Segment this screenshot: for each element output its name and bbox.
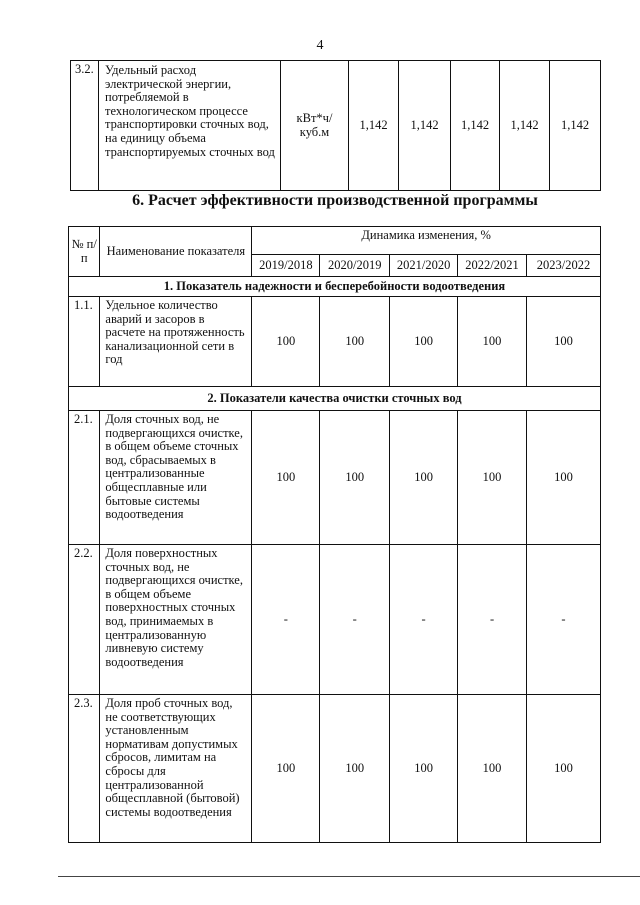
year-header: 2021/2020 [390,255,458,277]
value-cell: 1,142 [399,61,451,191]
value-cell: - [526,545,600,695]
column-header-number: № п/п [69,227,100,277]
row-number: 2.1. [69,411,100,545]
value-cell: 100 [390,695,458,843]
row-number: 3.2. [71,61,99,191]
table-row [69,695,601,843]
year-header: 2019/2018 [252,255,320,277]
value-cell: 1,142 [500,61,550,191]
value-cell: 100 [526,695,600,843]
indicator-name: Удельный расход электрической энергии, потребляемой в технологическом процессе транспортировки сточных вод, на единицу объема транспортируемых сточных вод [99,61,281,191]
value-cell: 1,142 [550,61,601,191]
year-header: 2022/2021 [458,255,527,277]
group-title: 2. Показатели качества очистки сточных вод [69,387,601,411]
value-cell: 1,142 [451,61,500,191]
year-header: 2023/2022 [526,255,600,277]
row-number: 2.3. [69,695,100,843]
value-cell: - [320,545,390,695]
page-number: 4 [316,38,324,53]
indicator-name: Доля сточных вод, не подвергающихся очистке, в общем объеме сточных вод, сбрасываемых в централизованные общесплавные или бытовые системы водоотведения [100,411,252,545]
value-cell: 100 [320,411,390,545]
table-row [69,297,601,387]
value-cell: 100 [252,297,320,387]
indicator-name: Удельное количество аварий и засоров в расчете на протяженность канализационной сети в год [100,297,252,387]
value-cell: 100 [252,411,320,545]
header-row [69,227,601,255]
page-edge-line [58,876,640,877]
previous-table-continuation [70,60,601,191]
group-row [69,387,601,411]
value-cell: 100 [458,297,527,387]
indicator-name: Доля поверхностных сточных вод, не подвергающихся очистке, в общем объеме поверхностных сточных вод, принимаемых в централизованную ливневую систему водоотведения [100,545,252,695]
year-header: 2020/2019 [320,255,390,277]
group-title: 1. Показатель надежности и бесперебойности водоотведения [69,277,601,297]
value-cell: 100 [390,411,458,545]
value-cell: 100 [252,695,320,843]
row-number: 1.1. [69,297,100,387]
column-header-dynamics: Динамика изменения, % [252,227,601,255]
column-header-name: Наименование показателя [100,227,252,277]
group-row [69,277,601,297]
table-row [71,61,601,191]
section-title: 6. Расчет эффективности производственной программы [132,192,538,209]
value-cell: - [458,545,527,695]
value-cell: 100 [458,695,527,843]
value-cell: 100 [320,297,390,387]
value-cell: 1,142 [349,61,399,191]
value-cell: 100 [390,297,458,387]
value-cell: 100 [526,411,600,545]
row-number: 2.2. [69,545,100,695]
value-cell: - [252,545,320,695]
indicator-name: Доля проб сточных вод, не соответствующих установленным нормативам допустимых сбросов, лимитам на сбросы для централизованной общесплавной (бытовой) системы водоотведения [100,695,252,843]
unit-cell: кВт*ч/ куб.м [281,61,349,191]
value-cell: 100 [320,695,390,843]
efficiency-table [68,226,601,843]
value-cell: - [390,545,458,695]
table-row [69,545,601,695]
value-cell: 100 [526,297,600,387]
table-row [69,411,601,545]
value-cell: 100 [458,411,527,545]
